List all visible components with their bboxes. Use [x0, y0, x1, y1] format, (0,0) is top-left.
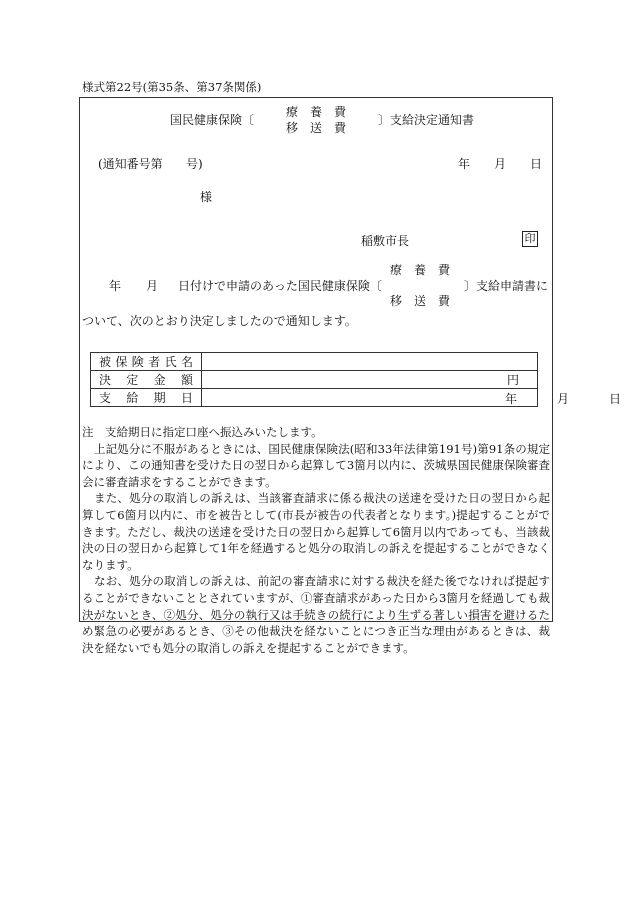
date-day: 日: [530, 157, 543, 171]
body-month: 月: [146, 279, 159, 293]
notice-number-label: (通知番号第: [98, 157, 163, 171]
body-line2: ついて、次のとおり決定しましたので通知します。: [82, 314, 357, 328]
note-exception: なお、処分の取消しの訴えは、前記の審査請求に対する裁決を経た後でなければ提起することができないこととされていますが、①審査請求があった日から3箇月を経過しても裁決がないとき、②処分、処分の執行又は手続きの続行により生ずる著しい損害を避けるため緊急の必要があるとき、③その他裁決を経ないことにつき正当な理由があるときは、裁決を経ないでも処分の取消しの訴えを提起することができます。: [82, 574, 550, 655]
issuer: 稲敷市長: [361, 234, 410, 248]
addressee-suffix: 様: [200, 190, 213, 204]
notes: [82, 424, 550, 656]
payment-day: 日: [609, 392, 622, 406]
info-table: [90, 352, 622, 407]
amount-value: 円: [202, 371, 538, 389]
payment-date-value: [202, 389, 622, 407]
table-row: [91, 389, 538, 407]
insured-name-value: [202, 353, 538, 371]
note-lawsuit: また、処分の取消しの訴えは、当該審査請求に係る裁決の送達を受けた日の翌日から起算して6箇月以内に、市を被告として(市長が被告の代表者となります。)提起することができます。ただし、裁決の送達を受けた日の翌日から起算して6箇月以内であっても、当該裁決の日の翌日から起算して1年を経過すると処分の取消しの訴えを提起することができなくなります。: [82, 491, 550, 572]
amount-label: 決定金額: [91, 371, 202, 389]
note-appeal: 上記処分に不服があるときには、国民健康保険法(昭和33年法律第191号)第91条の規定により、この通知書を受けた日の翌日から起算して3箇月以内に、茨城県国民健康保険審査会に審査請求をすることができます。: [82, 441, 550, 489]
notice-number-suffix: 号): [186, 157, 203, 171]
title-item-ryoyohi: 療 養 費: [286, 105, 347, 119]
body-after-text: 〕支給申請書に: [464, 279, 549, 293]
body-item-ryoyohi: 療 養 費: [390, 263, 451, 277]
table-row: [91, 353, 538, 371]
date-year: 年: [458, 157, 471, 171]
body-item-isohi: 移 送 費: [390, 294, 451, 308]
body-applied-text: 日付けで申請のあった国民健康保険〔: [178, 279, 382, 293]
title-item-isohi: 移 送 費: [286, 121, 347, 135]
date-month: 月: [494, 157, 507, 171]
title-prefix: 国民健康保険〔: [170, 113, 255, 127]
seal-mark: 印: [522, 231, 538, 247]
note-transfer: 注 支給期日に指定口座へ振込みいたします。: [82, 425, 323, 439]
insured-name-label: 被保険者氏名: [91, 353, 202, 371]
title-suffix: 〕支給決定通知書: [378, 113, 475, 127]
payment-month: 月: [557, 392, 570, 406]
payment-year: 年: [505, 392, 518, 406]
form-reference: 様式第22号(第35条、第37条関係): [82, 80, 262, 94]
body-year: 年: [109, 279, 122, 293]
payment-date-label: 支給期日: [91, 389, 202, 407]
table-row: [91, 371, 538, 389]
